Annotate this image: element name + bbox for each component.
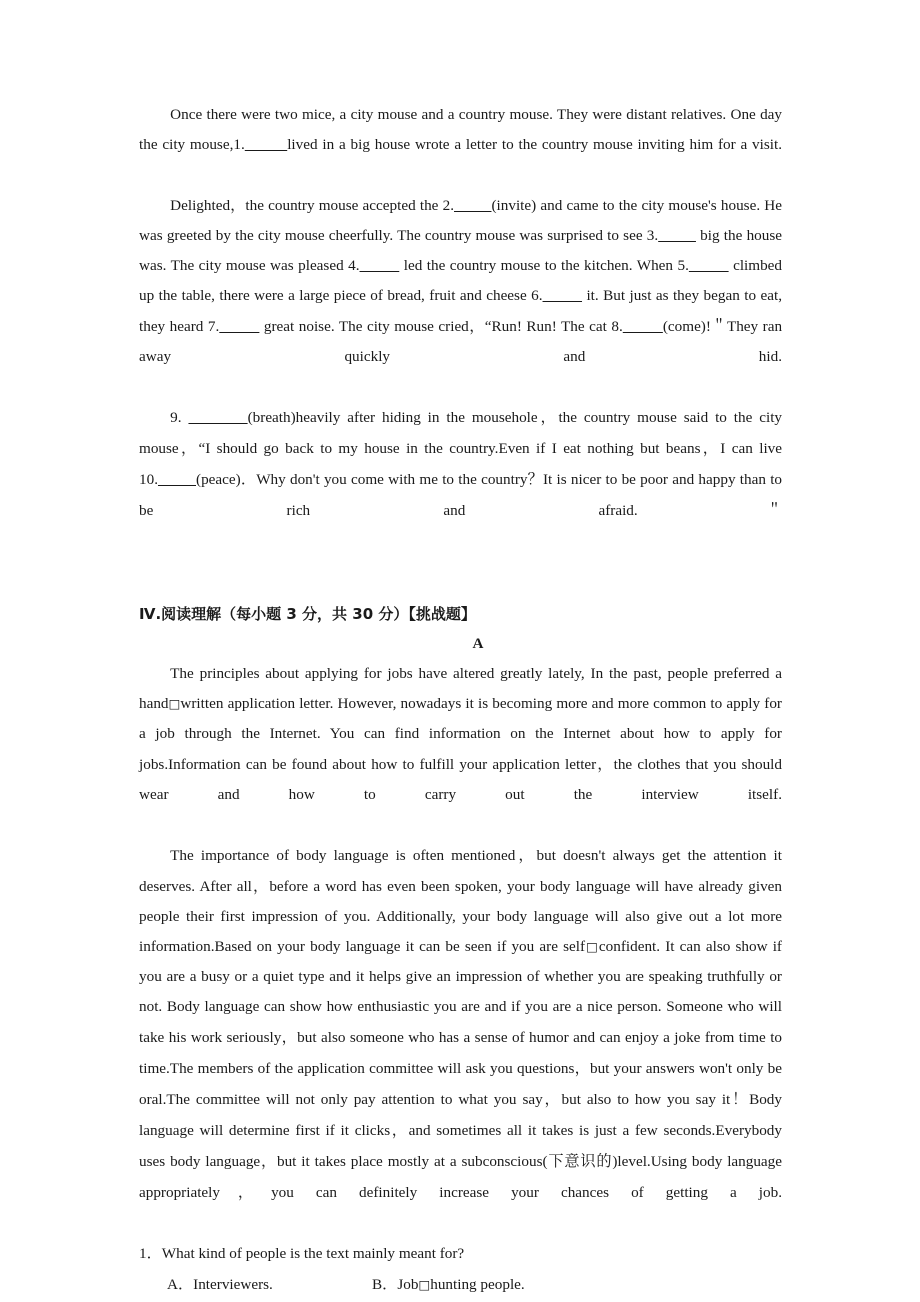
cjk-text: ， (390, 1121, 409, 1139)
cjk-text: ， (468, 317, 485, 335)
cjk-text: ！ (730, 1090, 750, 1108)
cjk-text: ， (515, 846, 537, 864)
cloze-paragraph-2: Delighted，the country mouse accepted the 2. (invite) and came to the city mouse's house. He was greeted by the city mouse cheerfully. The country mouse was surprised to see 3. big the house was. The city mouse was pleased 4. led the country mouse to the kitchen. When 5. climbed up the table, there were a large piece of bread, fruit and cheese 6. it. But just as they began to eat, they heard 7. great noise. The city mouse cried，“Run! Run! The cat 8. (come)!＂They ran away quickly and hid. (139, 196, 783, 365)
question-1-option-a[interactable]: A．Interviewers. (167, 1275, 273, 1293)
cjk-text: ， (219, 1183, 272, 1201)
fill-in-blank[interactable] (219, 318, 259, 335)
reading-paragraph-2: The importance of body language is often mentioned，but doesn't always get the attention it deserves. After all，before a word has even been spoken, your body language will have already given people their first impression of you. Additionally, your body language will also give out a lot more information.Based on your body language it can be seen if you are self□confident. It can also show if you are a busy or a quiet type and it helps give an impression of whether you are speaking truthfully or not. Body language can show how enthusiastic you are and if you are a nice person. Someone who will take his work seriously，but also someone who has a sense of humor and can enjoy a joke from time to time.The members of the application committee will ask you questions，but your answers won't only be oral.The committee will not only pay attention to what you say，but also to how you say it！Body language will determine first if it clicks，and sometimes all it takes is just a few seconds.Everybody uses body language，but it takes place mostly at a subconscious(下意识的)level.Using body language appropriately，you can definitely increase your chances of getting a job. (139, 846, 783, 1201)
fill-in-blank[interactable] (658, 227, 696, 244)
question-1-number: 1． (139, 1244, 162, 1262)
question-1-options (139, 1269, 782, 1300)
cloze-paragraph-3: 9. (breath)heavily after hiding in the mousehole，the country mouse said to the city mouse，“I should go back to my house in the country.Even if I eat nothing but beans，I can live 10. (peace)．Why don't you come with me to the country？It is nicer to be poor and happy than to be rich and afraid.＂ (139, 408, 783, 519)
question-1-text (139, 1238, 782, 1269)
fill-in-blank[interactable] (360, 257, 400, 274)
cjk-text: ， (230, 196, 246, 214)
cjk-text: ， (700, 439, 721, 457)
cjk-text: ， (260, 1152, 277, 1170)
cjk-text: ， (251, 877, 270, 895)
document-page (139, 100, 782, 1300)
fill-in-blank[interactable] (188, 409, 247, 426)
missing-glyph-box: □ (585, 939, 599, 954)
section-spacer (139, 556, 782, 599)
fill-in-blank[interactable] (245, 136, 287, 153)
cjk-text: ， (178, 439, 199, 457)
fill-in-blank[interactable] (689, 257, 729, 274)
cjk-text: ， (574, 1059, 590, 1077)
section-heading: Ⅳ.阅读理解（每小题 3 分，共 30 分）【挑战题】 (139, 605, 476, 623)
cjk-text: ． (382, 1275, 398, 1293)
cjk-text: ， (537, 408, 559, 426)
fill-in-blank[interactable] (623, 318, 663, 335)
fill-in-blank[interactable] (158, 471, 196, 488)
missing-glyph-box: □ (168, 696, 181, 711)
cjk-text: ． (240, 470, 257, 488)
cloze-paragraph-1: Once there were two mice, a city mouse and a country mouse. They were distant relatives. One day the city mouse,1. lived in a big house wrote a letter to the country mouse inviting him for a visit. (139, 106, 783, 153)
question-1-stem: What kind of people is the text mainly meant for? (161, 1245, 465, 1262)
cjk-text: ． (146, 1244, 162, 1262)
cjk-text: 下意识的 (547, 1152, 613, 1170)
cjk-text: ． (177, 1275, 194, 1293)
cjk-text: ， (596, 755, 614, 773)
cjk-text: ， (281, 1028, 298, 1046)
cjk-text: ， (542, 1090, 562, 1108)
fill-in-blank[interactable] (454, 197, 491, 214)
passage-label: A (472, 635, 484, 652)
question-1-option-b[interactable]: B．Job□hunting people. (372, 1275, 525, 1293)
fill-in-blank[interactable] (543, 287, 582, 304)
missing-glyph-box: □ (418, 1277, 431, 1292)
reading-paragraph-1: The principles about applying for jobs have altered greatly lately, In the past, people preferred a hand□written application letter. However, nowadays it is becoming more and more common to apply for a job through the Internet. You can find information on the Internet about how to apply for jobs.Information can be found about how to fulfill your application letter，the clothes that you should wear and how to carry out the interview itself. (139, 665, 782, 803)
cjk-text: ＂ (710, 317, 727, 335)
cjk-text: ＂ (637, 501, 782, 519)
cjk-text: ？ (527, 470, 543, 488)
